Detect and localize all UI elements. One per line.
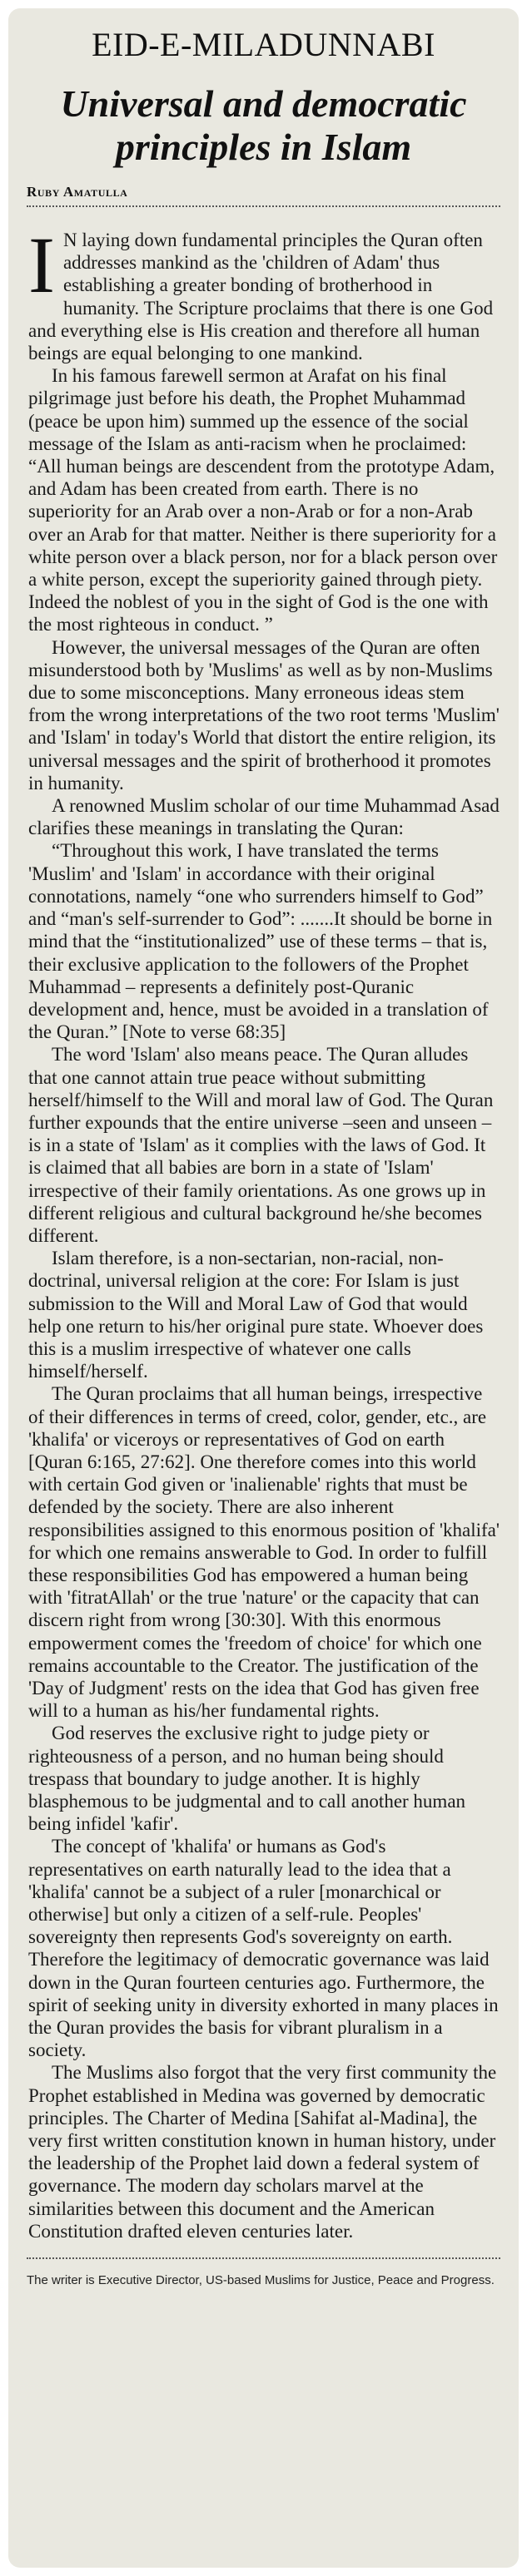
- paragraph-text: N laying down fundamental principles the Quran often addresses mankind as the 'children of Adam' thus establishing a greater bonding of brotherhood in humanity. The Scripture proclaims that there is one God and everything else is His creation and therefore all human beings are equal belonging to one mankind.: [28, 230, 494, 364]
- byline-divider: [27, 205, 500, 207]
- paragraph: A renowned Muslim scholar of our time Muhammad Asad clarifies these meanings in translating the Quran:: [28, 795, 500, 839]
- paragraph: However, the universal messages of the Quran are often misunderstood both by 'Muslims' as well as by non-Muslims due to some misconceptions. Many erroneous ideas stem from the wrong interpretations of the two root terms 'Muslim' and 'Islam' in today's World that distort the entire religion, its universal messages and the spirit of brotherhood it promotes in humanity.: [28, 636, 500, 794]
- paragraph: In his famous farewell sermon at Arafat on his final pilgrimage just before his death, the Prophet Muhammad (peace be upon him) summed up the essence of the social message of the Islam as anti-racism when he proclaimed: “All human beings are descendent from the prototype Adam, and Adam has been created from earth. There is no superiority for an Arab over a non-Arab or for a non-Arab over an Arab for that matter. Neither is there superiority for a white person over a black person, nor for a black person over a white person, except the superiority gained through piety. Indeed the noblest of you in the sight of God is the one with the most righteous in conduct. ”: [28, 365, 498, 635]
- quote-paragraph: “Throughout this work, I have translated the terms 'Muslim' and 'Islam' in accordance with their original connotations, namely “one who surrenders himself to God” and “man's self-surrender to God”: .......It should be borne in mind that the “institutionalized” use of these terms – that is, their exclusive application to the followers of the Prophet Muhammad – represents a definitely post-Quranic development and, hence, must be avoided in a translation of the Quran.” [Note to verse 68:35]: [28, 840, 493, 1043]
- author-note: The writer is Executive Director, US-based Muslims for Justice, Peace and Progress.: [27, 2273, 495, 2288]
- paragraph: The concept of 'khalifa' or humans as God's representatives on earth naturally lead to the idea that a 'khalifa' cannot be a subject of a ruler [monarchical or otherwise] but only a citizen of a self-rule. Peoples' sovereignty then represents God's sovereignty on earth. Therefore the legitimacy of democratic governance was laid down in the Quran fourteen centuries ago. Furthermore, the spirit of seeking unity in diversity exhorted in many places in the Quran provides the basis for vibrant pluralism in a society.: [28, 1836, 499, 2061]
- footer-divider: [27, 2257, 500, 2259]
- headline: Universal and democratic principles in Islam: [60, 82, 467, 168]
- drop-cap: I: [28, 220, 55, 309]
- paragraph: The word 'Islam' also means peace. The Quran alludes that one cannot attain true peace without submitting herself/himself to the Will and moral law of God. The Quran further expounds that the entire universe –seen and unseen – is in a state of 'Islam' as it complies with the laws of God. It is claimed that all babies are born in a state of 'Islam' irrespective of their family orientations. As one grows up in different religious and cultural background he/she becomes different.: [28, 1044, 494, 1246]
- paragraph: God reserves the exclusive right to judge piety or righteousness of a person, and no human being should trespass that boundary to judge another. It is highly blasphemous to be judgmental and to call another human being infidel 'kafir'.: [28, 1723, 466, 1835]
- paragraph: Islam therefore, is a non-sectarian, non-racial, non-doctrinal, universal religion at the core: For Islam is just submission to the Will and Moral Law of God that would help one return to his/her original pure state. Whoever does this is a muslim irrespective of whatever one calls himself/herself.: [28, 1248, 484, 1382]
- section-title: EID-E-MILADUNNABI: [92, 26, 435, 63]
- paragraph: The Quran proclaims that all human beings, irrespective of their differences in terms of creed, color, gender, etc., are 'khalifa' or viceroys or representatives of God on earth [Quran 6:165, 27:62]. One therefore comes into this world with certain God given or 'inalienable' rights that must be defended by the society. There are also inherent responsibilities assigned to this enormous position of 'khalifa' for which one remains answerable to God. In order to fulfill these responsibilities God has empowered a human being with 'fitratAllah' or the true 'nature' or the capacity that can discern right from wrong [30:30]. With this enormous empowerment comes the 'freedom of choice' for which one remains accountable to the Creator. The justification of the 'Day of Judgment' rests on the idea that God has given free will to a human as his/her fundamental rights.: [28, 1383, 500, 1722]
- article-card: [8, 8, 519, 2568]
- paragraph: [28, 220, 500, 364]
- article-body: [28, 220, 500, 2242]
- paragraph: The Muslims also forgot that the very first community the Prophet established in Medina was governed by democratic principles. The Charter of Medina [Sahifat al-Madina], the very first written constitution known in human history, under the leadership of the Prophet laid down a federal system of governance. The modern day scholars marvel at the similarities between this document and the American Constitution drafted eleven centuries later.: [28, 2062, 497, 2242]
- byline: Ruby Amatulla: [27, 184, 128, 200]
